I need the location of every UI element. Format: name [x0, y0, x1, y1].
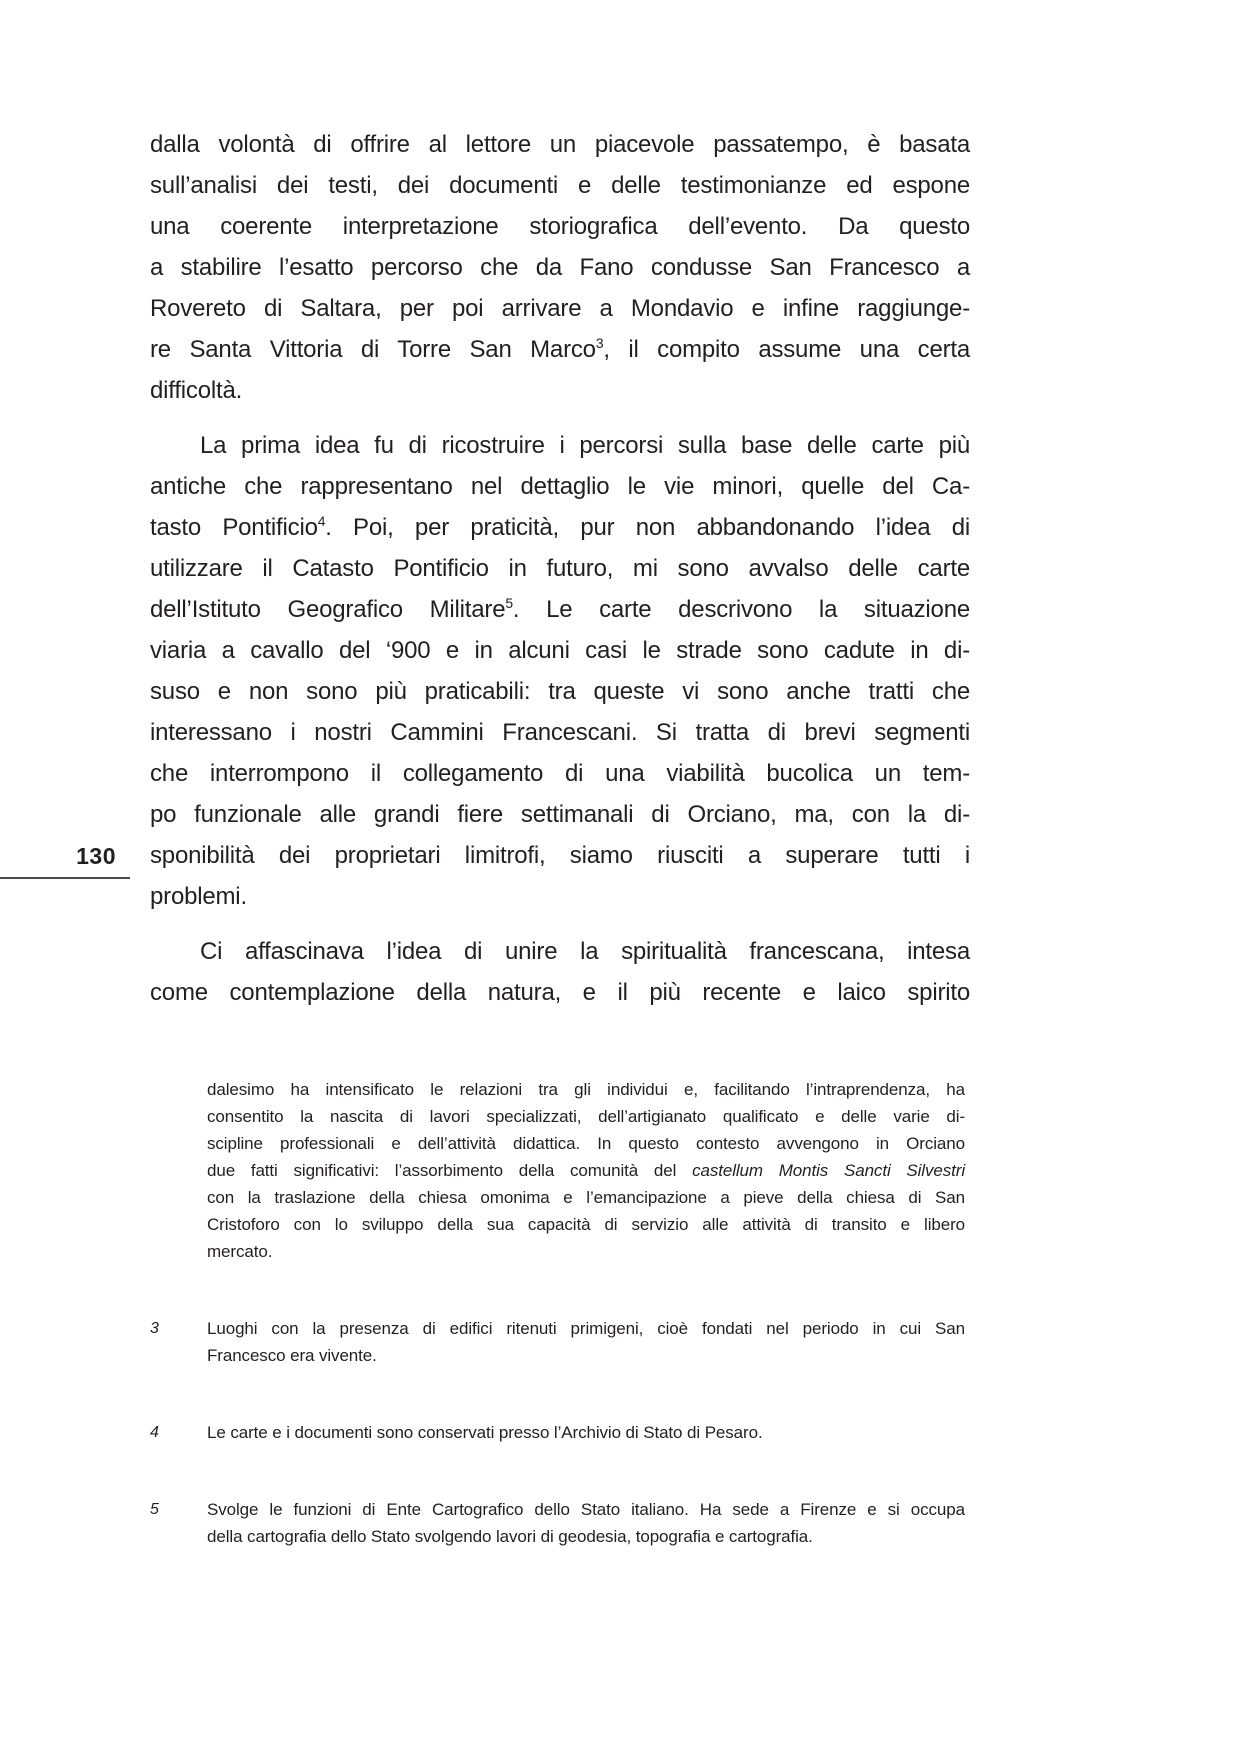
- text-line: problemi.: [150, 883, 247, 910]
- footnote-section: [150, 1076, 970, 1600]
- text-line: Ci affascinava l’idea di unire la spiritualità francescana, intesa: [200, 938, 970, 965]
- footnote-number: 3: [150, 1320, 159, 1337]
- text-line: tasto Pontificio$^4$. Poi, per praticità, pur non abbandonando l’idea di: [150, 513, 970, 541]
- text-line: interessano i nostri Cammini Francescani. Si tratta di brevi segmenti: [150, 719, 970, 746]
- text-line: della cartografia dello Stato svolgendo lavori di geodesia, topografia e cartografia.: [207, 1527, 813, 1546]
- text-line: una coerente interpretazione storiografica dell’evento. Da questo: [150, 213, 970, 240]
- text-line: po funzionale alle grandi fiere settimanali di Orciano, ma, con la di-: [150, 801, 970, 828]
- text-line: consentito la nascita di lavori specializzati, dell’artigianato qualificato e delle varie di-: [207, 1107, 965, 1126]
- text-line: dalla volontà di offrire al lettore un piacevole passatempo, è basata: [150, 131, 970, 158]
- text-line: Svolge le funzioni di Ente Cartografico dello Stato italiano. Ha sede a Firenze e si occupa: [207, 1500, 965, 1519]
- footnote: [150, 1419, 970, 1446]
- text-line: scipline professionali e dell’attività didattica. In questo contesto avvengono in Orciano: [207, 1134, 965, 1153]
- paragraph: [150, 931, 970, 1013]
- text-line: sull’analisi dei testi, dei documenti e delle testimonianze ed espone: [150, 172, 970, 199]
- main-text: [150, 124, 970, 1027]
- text-line: La prima idea fu di ricostruire i percorsi sulla base delle carte più: [200, 432, 970, 459]
- footnote: [150, 1315, 970, 1369]
- text-line: come contemplazione della natura, e il più recente e laico spirito: [150, 979, 970, 1006]
- footnote-number: 4: [150, 1424, 159, 1441]
- text-line: viaria a cavallo del ‘900 e in alcuni casi le strade sono cadute in di-: [150, 637, 970, 664]
- page-number-rule: [0, 843, 130, 879]
- footnote-continuation: [207, 1076, 965, 1265]
- text-line: re Santa Vittoria di Torre San Marco$^3$, il compito assume una certa: [150, 335, 971, 363]
- text-line: con la traslazione della chiesa omonima e l’emancipazione a pieve della chiesa di San: [207, 1188, 965, 1207]
- footnote-text: [207, 1496, 965, 1550]
- text-line: dalesimo ha intensificato le relazioni tra gli individui e, facilitando l’intraprendenza, ha: [207, 1080, 965, 1099]
- text-line: Francesco era vivente.: [207, 1346, 377, 1365]
- paragraph: [150, 425, 970, 917]
- text-line: due fatti significativi: l’assorbimento della comunità del castellum Montis Sancti Silvestri: [207, 1161, 966, 1180]
- text-line: Le carte e i documenti sono conservati presso l’Archivio di Stato di Pesaro.: [207, 1423, 763, 1442]
- footnote-number: 5: [150, 1501, 159, 1518]
- text-line: Rovereto di Saltara, per poi arrivare a Mondavio e infine raggiunge-: [150, 295, 970, 322]
- text-line: che interrompono il collegamento di una viabilità bucolica un tem-: [150, 760, 970, 787]
- text-line: mercato.: [207, 1242, 273, 1261]
- text-line: difficoltà.: [150, 377, 243, 404]
- text-line: a stabilire l’esatto percorso che da Fano condusse San Francesco a: [150, 254, 970, 281]
- text-line: antiche che rappresentano nel dettaglio le vie minori, quelle del Ca-: [150, 473, 970, 500]
- page-number: 130: [76, 843, 116, 869]
- text-line: suso e non sono più praticabili: tra queste vi sono anche tratti che: [150, 678, 970, 705]
- footnote: [150, 1496, 970, 1550]
- paragraph: [150, 124, 970, 411]
- text-line: sponibilità dei proprietari limitrofi, siamo riusciti a superare tutti i: [150, 842, 970, 869]
- text-line: Luoghi con la presenza di edifici ritenuti primigeni, cioè fondati nel periodo in cui San: [207, 1319, 965, 1338]
- text-line: Cristoforo con lo sviluppo della sua capacità di servizio alle attività di transito e libero: [207, 1215, 965, 1234]
- text-line: dell’Istituto Geografico Militare$^5$. Le carte descrivono la situazione: [150, 595, 970, 623]
- text-line: utilizzare il Catasto Pontificio in futuro, mi sono avvalso delle carte: [150, 555, 970, 582]
- footnote-text: [207, 1315, 965, 1369]
- footnote-text: [207, 1419, 965, 1446]
